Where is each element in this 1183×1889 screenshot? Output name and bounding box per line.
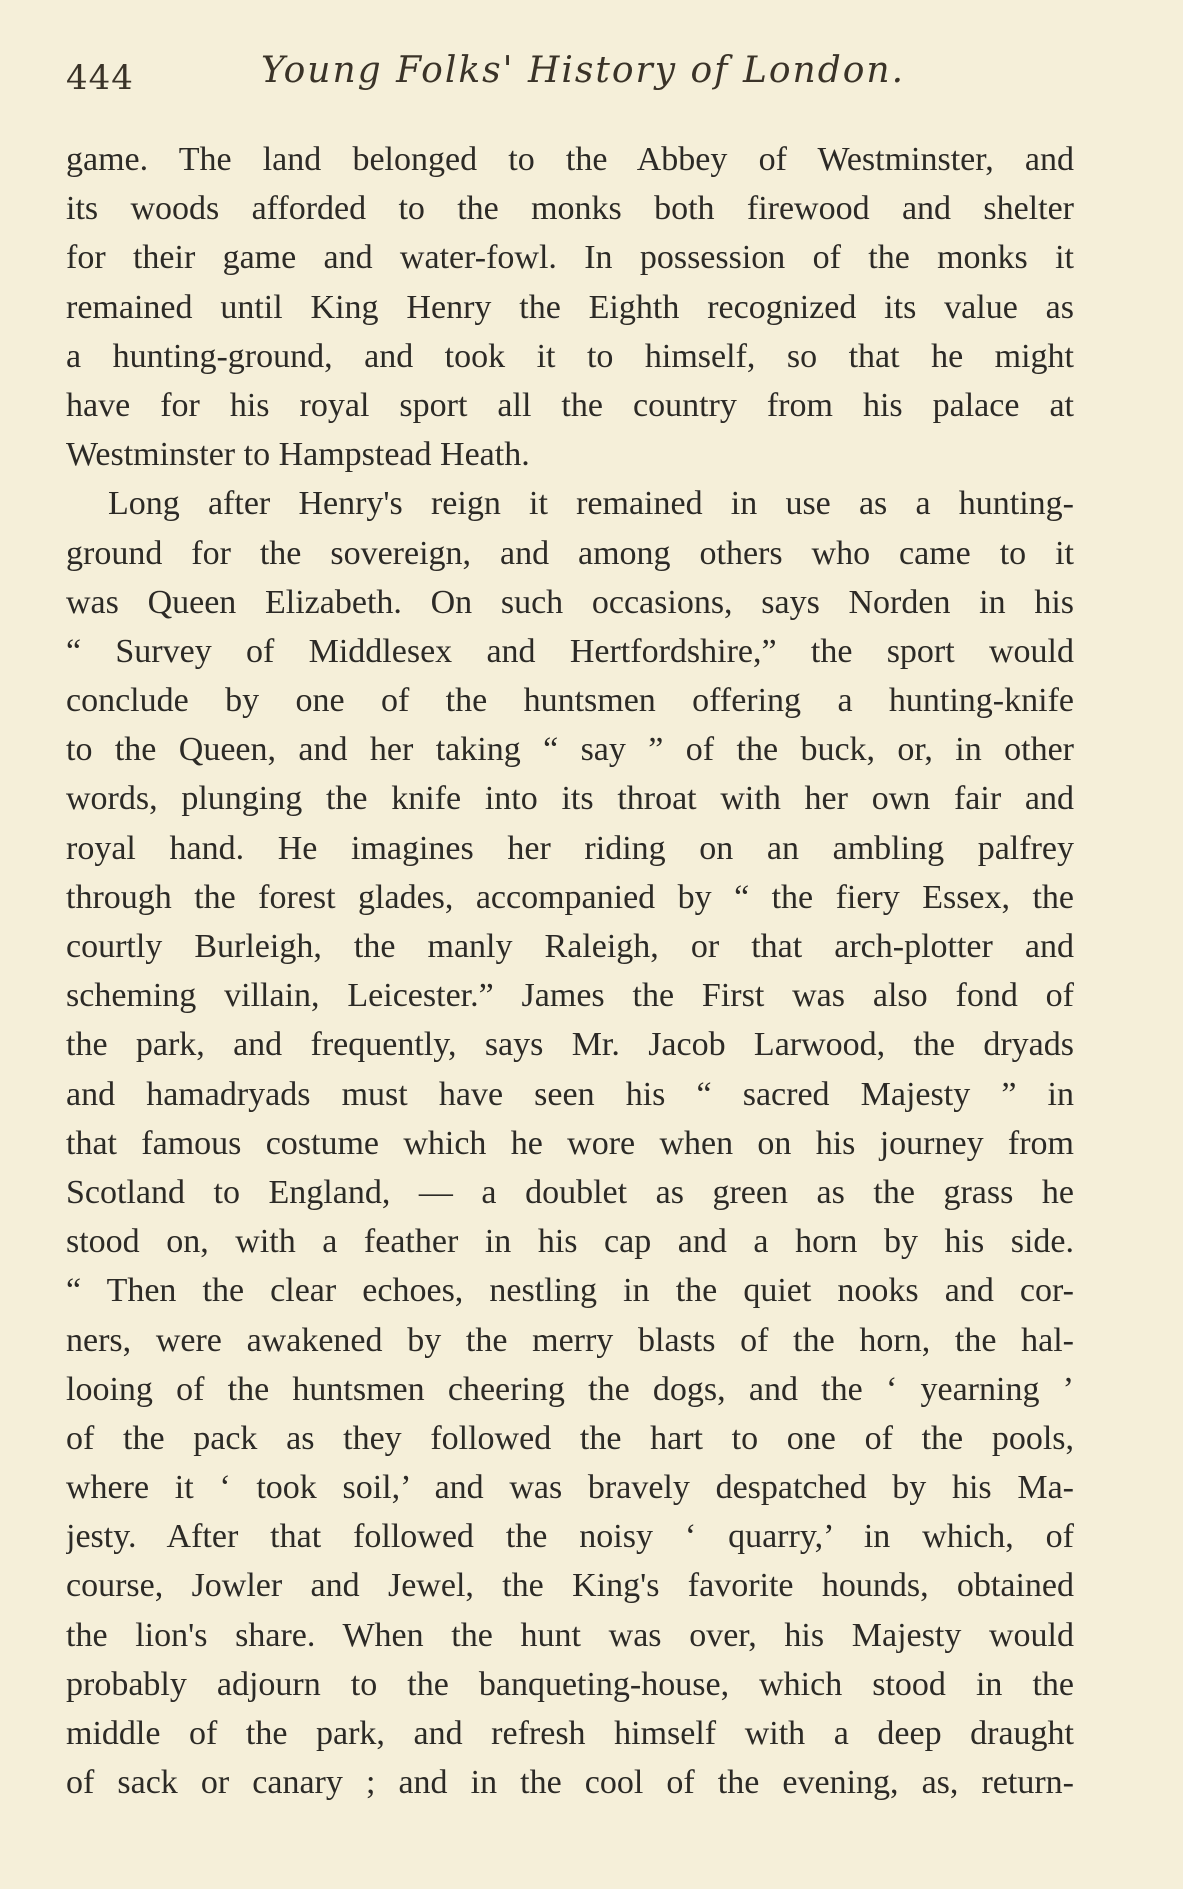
text-line: ground for the sovereign, and among others who came to it (66, 534, 1074, 572)
text-line: conclude by one of the huntsmen offering a hunting-knife (66, 682, 1074, 720)
text-line: royal hand. He imagines her riding on an ambling palfrey (66, 829, 1074, 867)
body-text (66, 135, 1074, 1807)
text-line: ners, were awakened by the merry blasts of the horn, the hal- (66, 1321, 1074, 1359)
text-line: Westminster to Hampstead Heath. (66, 436, 530, 474)
text-line: looing of the huntsmen cheering the dogs, and the ‘ yearning ’ (66, 1370, 1074, 1408)
text-line: Scotland to England, — a doublet as green as the grass he (66, 1173, 1074, 1211)
running-head (66, 50, 1076, 110)
text-line: and hamadryads must have seen his “ sacred Majesty ” in (66, 1075, 1074, 1113)
text-line: have for his royal sport all the country from his palace at (66, 386, 1074, 424)
text-line: scheming villain, Leicester.” James the First was also fond of (66, 977, 1074, 1015)
text-line: the park, and frequently, says Mr. Jacob Larwood, the dryads (66, 1026, 1074, 1064)
text-line: to the Queen, and her taking “ say ” of the buck, or, in other (66, 731, 1074, 769)
text-line: for their game and water-fowl. In possession of the monks it (66, 239, 1074, 277)
page-number: 444 (66, 58, 134, 98)
text-line: of the pack as they followed the hart to one of the pools, (66, 1419, 1074, 1457)
text-line: where it ‘ took soil,’ and was bravely despatched by his Ma- (66, 1469, 1074, 1507)
text-line: words, plunging the knife into its throat with her own fair and (66, 780, 1074, 818)
running-title: Young Folks' History of London. (261, 50, 906, 91)
text-line: course, Jowler and Jewel, the King's favorite hounds, obtained (66, 1567, 1074, 1605)
text-line: Long after Henry's reign it remained in use as a hunting- (108, 485, 1074, 523)
text-line: remained until King Henry the Eighth recognized its value as (66, 288, 1074, 326)
text-line: “ Then the clear echoes, nestling in the quiet nooks and cor- (66, 1272, 1074, 1310)
text-line: of sack or canary ; and in the cool of the evening, as, return- (66, 1764, 1074, 1802)
text-line: was Queen Elizabeth. On such occasions, says Norden in his (66, 583, 1074, 621)
text-line: a hunting-ground, and took it to himself, so that he might (66, 337, 1074, 375)
text-line: stood on, with a feather in his cap and a horn by his side. (66, 1223, 1074, 1261)
text-line: the lion's share. When the hunt was over, his Majesty would (66, 1616, 1074, 1654)
text-line: that famous costume which he wore when on his journey from (66, 1124, 1074, 1162)
text-line: “ Survey of Middlesex and Hertfordshire,” the sport would (66, 632, 1074, 670)
text-line: through the forest glades, accompanied by “ the fiery Essex, the (66, 878, 1074, 916)
text-line: game. The land belonged to the Abbey of Westminster, and (66, 141, 1074, 178)
text-line: jesty. After that followed the noisy ‘ quarry,’ in which, of (66, 1518, 1074, 1556)
text-line: middle of the park, and refresh himself with a deep draught (66, 1715, 1074, 1752)
text-line: its woods afforded to the monks both firewood and shelter (66, 190, 1074, 228)
text-line: courtly Burleigh, the manly Raleigh, or that arch-plotter and (66, 928, 1074, 965)
text-line: probably adjourn to the banqueting-house, which stood in the (66, 1665, 1074, 1703)
